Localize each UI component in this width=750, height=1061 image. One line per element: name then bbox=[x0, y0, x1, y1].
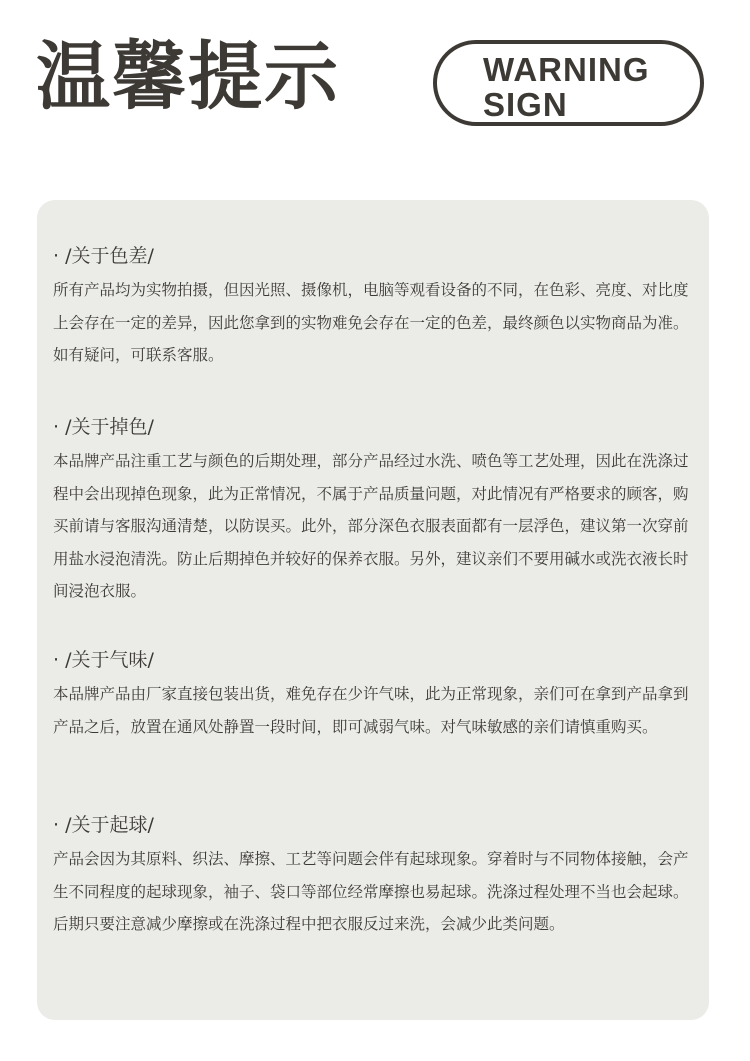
section-body: 产品会因为其原料、织法、摩擦、工艺等问题会伴有起球现象。穿着时与不同物体接触，会产生不同程度的起球现象，袖子、袋口等部位经常摩擦也易起球。洗涤过程处理不当也会起球。后期只要注意减少摩擦或在洗涤过程中把衣服反过来洗，会减少此类问题。 bbox=[53, 850, 689, 933]
warning-sign-line-1: WARNING bbox=[483, 51, 650, 88]
warning-sign-text bbox=[483, 52, 650, 122]
section-color-fading bbox=[53, 413, 703, 608]
section-body: 所有产品均为实物拍摄，但因光照、摄像机，电脑等观看设备的不同，在色彩、亮度、对比度上会存在一定的差异，因此您拿到的实物难免会存在一定的色差，最终颜色以实物商品为准。如有疑问，可联系客服。 bbox=[53, 281, 689, 364]
section-color-difference bbox=[53, 242, 703, 372]
section-pilling bbox=[53, 811, 703, 941]
section-body: 本品牌产品注重工艺与颜色的后期处理，部分产品经过水洗、喷色等工艺处理，因此在洗涤过程中会出现掉色现象，此为正常情况，不属于产品质量问题，对此情况有严格要求的顾客，购买前请与客服沟通清楚，以防误买。此外，部分深色衣服表面都有一层浮色，建议第一次穿前用盐水浸泡清洗。防止后期掉色并较好的保养衣服。另外，建议亲们不要用碱水或洗衣液长时间浸泡衣服。 bbox=[53, 452, 689, 600]
notice-panel bbox=[37, 200, 709, 1020]
section-body: 本品牌产品由厂家直接包装出货，难免存在少许气味，此为正常现象，亲们可在拿到产品拿到产品之后，放置在通风处静置一段时间，即可减弱气味。对气味敏感的亲们请慎重购买。 bbox=[53, 685, 689, 736]
section-heading: · /关于气味/ bbox=[53, 649, 154, 671]
warning-sign-badge bbox=[433, 40, 704, 126]
section-heading: · /关于起球/ bbox=[53, 814, 154, 836]
warning-sign-line-2: SIGN bbox=[483, 86, 568, 123]
page-title: 温馨提示 bbox=[36, 34, 340, 120]
section-heading: · /关于掉色/ bbox=[53, 416, 154, 438]
section-heading: · /关于色差/ bbox=[53, 245, 154, 267]
section-odor bbox=[53, 646, 703, 743]
